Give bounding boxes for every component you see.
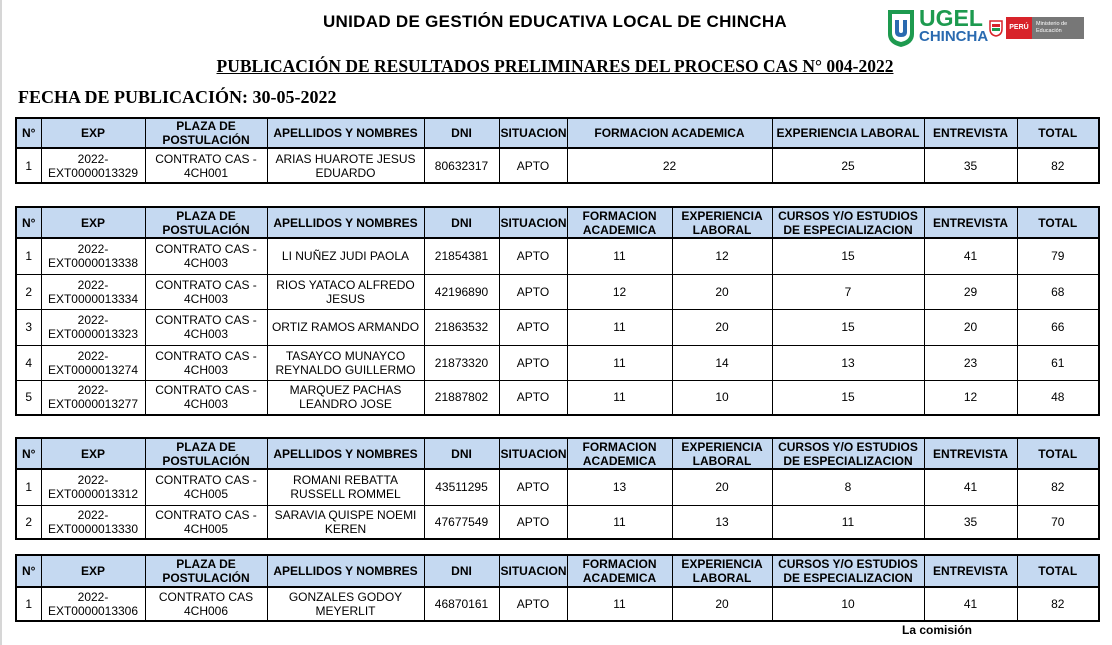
cell-plaza: CONTRATO CAS - 4CH003 xyxy=(145,345,267,380)
cell-entrevista: 20 xyxy=(924,309,1017,345)
cell-situacion: APTO xyxy=(499,380,567,415)
cell-cursos: 10 xyxy=(772,587,924,621)
col-dni: DNI xyxy=(424,118,499,148)
cell-dni: 21854381 xyxy=(424,238,499,274)
cell-situacion: APTO xyxy=(499,587,567,621)
cell-dni: 21863532 xyxy=(424,309,499,345)
col-n: N° xyxy=(16,118,41,148)
cell-total: 66 xyxy=(1017,309,1099,345)
col-plaza: PLAZA DE POSTULACIÓN xyxy=(145,555,267,587)
table-row xyxy=(16,587,1099,621)
results-table-4ch005 xyxy=(15,437,1100,540)
cell-total: 68 xyxy=(1017,274,1099,309)
col-cursos: CURSOS Y/O ESTUDIOS DE ESPECIALIZACION xyxy=(772,555,924,587)
cell-n: 3 xyxy=(16,309,41,345)
results-table-4ch001 xyxy=(15,117,1100,184)
publication-date: FECHA DE PUBLICACIÓN: 30-05-2022 xyxy=(18,87,337,107)
cell-plaza: CONTRATO CAS - 4CH003 xyxy=(145,238,267,274)
col-nombres: APELLIDOS Y NOMBRES xyxy=(267,207,424,238)
cell-dni: 43511295 xyxy=(424,469,499,505)
cell-formacion: 13 xyxy=(567,469,672,505)
cell-cursos: 11 xyxy=(772,505,924,539)
table-header-row xyxy=(16,118,1099,148)
cell-experiencia: 20 xyxy=(672,274,772,309)
table-row xyxy=(16,309,1099,345)
cell-total: 79 xyxy=(1017,238,1099,274)
cell-nombres: GONZALES GODOY MEYERLIT xyxy=(267,587,424,621)
cell-n: 1 xyxy=(16,587,41,621)
col-situacion: SITUACION xyxy=(499,438,567,469)
table-row xyxy=(16,345,1099,380)
cell-nombres: MARQUEZ PACHAS LEANDRO JOSE xyxy=(267,380,424,415)
cell-cursos: 13 xyxy=(772,345,924,380)
cell-nombres: SARAVIA QUISPE NOEMI KEREN xyxy=(267,505,424,539)
col-total: TOTAL xyxy=(1017,207,1099,238)
table-row xyxy=(16,238,1099,274)
cell-plaza: CONTRATO CAS - 4CH005 xyxy=(145,505,267,539)
cell-formacion: 11 xyxy=(567,345,672,380)
cell-dni: 42196890 xyxy=(424,274,499,309)
cell-situacion: APTO xyxy=(499,469,567,505)
col-situacion: SITUACION xyxy=(499,207,567,238)
page-subtitle xyxy=(200,56,910,77)
table-row xyxy=(16,380,1099,415)
cell-nombres: ROMANI REBATTA RUSSELL ROMMEL xyxy=(267,469,424,505)
table-header-row xyxy=(16,438,1099,469)
cell-situacion: APTO xyxy=(499,345,567,380)
cell-experiencia: 20 xyxy=(672,587,772,621)
cell-entrevista: 41 xyxy=(924,469,1017,505)
cell-plaza: CONTRATO CAS - 4CH005 xyxy=(145,469,267,505)
cell-total: 82 xyxy=(1017,587,1099,621)
cell-n: 2 xyxy=(16,274,41,309)
col-nombres: APELLIDOS Y NOMBRES xyxy=(267,555,424,587)
cell-dni: 21887802 xyxy=(424,380,499,415)
cell-exp: 2022-EXT0000013338 xyxy=(41,238,145,274)
ugel-logo xyxy=(886,5,989,50)
cell-total: 48 xyxy=(1017,380,1099,415)
cell-experiencia: 14 xyxy=(672,345,772,380)
col-plaza: PLAZA DE POSTULACIÓN xyxy=(145,118,267,148)
cell-formacion: 11 xyxy=(567,309,672,345)
cell-dni: 46870161 xyxy=(424,587,499,621)
cell-n: 1 xyxy=(16,238,41,274)
cell-exp: 2022-EXT0000013274 xyxy=(41,345,145,380)
cell-exp: 2022-EXT0000013306 xyxy=(41,587,145,621)
cell-formacion: 11 xyxy=(567,238,672,274)
cell-entrevista: 23 xyxy=(924,345,1017,380)
col-experiencia: EXPERIENCIA LABORAL xyxy=(672,555,772,587)
cell-exp: 2022-EXT0000013277 xyxy=(41,380,145,415)
table-row xyxy=(16,505,1099,539)
col-dni: DNI xyxy=(424,207,499,238)
cell-experiencia: 20 xyxy=(672,309,772,345)
cell-n: 4 xyxy=(16,345,41,380)
cell-experiencia: 20 xyxy=(672,469,772,505)
cell-exp: 2022-EXT0000013330 xyxy=(41,505,145,539)
comision-signature: La comisión xyxy=(902,623,973,637)
cell-dni: 21873320 xyxy=(424,345,499,380)
ministry-label: Ministerio de Educación xyxy=(1032,17,1084,39)
cell-situacion: APTO xyxy=(499,309,567,345)
cell-plaza: CONTRATO CAS 4CH006 xyxy=(145,587,267,621)
col-cursos: CURSOS Y/O ESTUDIOS DE ESPECIALIZACION xyxy=(772,207,924,238)
col-total: TOTAL xyxy=(1017,438,1099,469)
cell-experiencia: 10 xyxy=(672,380,772,415)
cell-n: 2 xyxy=(16,505,41,539)
cell-exp: 2022-EXT0000013329 xyxy=(41,148,145,183)
subtitle-text: PUBLICACIÓN DE RESULTADOS PRELIMINARES DEL PROCESO CAS N° 004-2022 xyxy=(216,56,894,76)
ugel-name: UGEL xyxy=(919,5,983,31)
col-dni: DNI xyxy=(424,438,499,469)
col-entrevista: ENTREVISTA xyxy=(924,438,1017,469)
cell-cursos: 7 xyxy=(772,274,924,309)
table-row xyxy=(16,274,1099,309)
col-exp: EXP xyxy=(41,118,145,148)
cell-nombres: RIOS YATACO ALFREDO JESUS xyxy=(267,274,424,309)
col-experiencia: EXPERIENCIA LABORAL xyxy=(672,438,772,469)
cell-plaza: CONTRATO CAS - 4CH003 xyxy=(145,309,267,345)
col-formacion: FORMACION ACADEMICA xyxy=(567,555,672,587)
cell-situacion: APTO xyxy=(499,238,567,274)
cell-exp: 2022-EXT0000013323 xyxy=(41,309,145,345)
col-exp: EXP xyxy=(41,555,145,587)
cell-formacion: 11 xyxy=(567,380,672,415)
cell-situacion: APTO xyxy=(499,148,567,183)
cell-nombres: TASAYCO MUNAYCO REYNALDO GUILLERMO xyxy=(267,345,424,380)
col-total: TOTAL xyxy=(1017,555,1099,587)
results-table-4ch006 xyxy=(15,554,1100,622)
cell-formacion: 11 xyxy=(567,587,672,621)
cell-entrevista: 29 xyxy=(924,274,1017,309)
cell-experiencia: 13 xyxy=(672,505,772,539)
page-title: UNIDAD DE GESTIÓN EDUCATIVA LOCAL DE CHINCHA xyxy=(322,12,788,31)
col-exp: EXP xyxy=(41,438,145,469)
cell-cursos: 15 xyxy=(772,309,924,345)
cell-formacion: 22 xyxy=(567,148,772,183)
results-table-4ch003 xyxy=(15,206,1100,416)
col-formacion: FORMACION ACADEMICA xyxy=(567,438,672,469)
cell-plaza: CONTRATO CAS - 4CH003 xyxy=(145,380,267,415)
page-edge xyxy=(0,0,2,645)
cell-entrevista: 41 xyxy=(924,587,1017,621)
cell-n: 1 xyxy=(16,148,41,183)
col-entrevista: ENTREVISTA xyxy=(924,555,1017,587)
minedu-logo xyxy=(988,17,1084,39)
col-situacion: SITUACION xyxy=(499,555,567,587)
cell-exp: 2022-EXT0000013334 xyxy=(41,274,145,309)
cell-nombres: ORTIZ RAMOS ARMANDO xyxy=(267,309,424,345)
cell-dni: 47677549 xyxy=(424,505,499,539)
cell-nombres: LI NUÑEZ JUDI PAOLA xyxy=(267,238,424,274)
col-nombres: APELLIDOS Y NOMBRES xyxy=(267,118,424,148)
col-formacion: FORMACION ACADEMICA xyxy=(567,118,772,148)
col-experiencia: EXPERIENCIA LABORAL xyxy=(672,207,772,238)
cell-exp: 2022-EXT0000013312 xyxy=(41,469,145,505)
cell-experiencia: 25 xyxy=(772,148,924,183)
col-plaza: PLAZA DE POSTULACIÓN xyxy=(145,207,267,238)
cell-experiencia: 12 xyxy=(672,238,772,274)
table-row xyxy=(16,469,1099,505)
peru-label: PERÚ xyxy=(1006,17,1032,39)
col-nombres: APELLIDOS Y NOMBRES xyxy=(267,438,424,469)
col-total: TOTAL xyxy=(1017,118,1099,148)
cell-total: 82 xyxy=(1017,469,1099,505)
col-cursos: CURSOS Y/O ESTUDIOS DE ESPECIALIZACION xyxy=(772,438,924,469)
cell-cursos: 15 xyxy=(772,238,924,274)
table-header-row xyxy=(16,555,1099,587)
col-n: N° xyxy=(16,438,41,469)
cell-total: 82 xyxy=(1017,148,1099,183)
table-header-row xyxy=(16,207,1099,238)
cell-entrevista: 35 xyxy=(924,148,1017,183)
cell-nombres: ARIAS HUAROTE JESUS EDUARDO xyxy=(267,148,424,183)
cell-cursos: 15 xyxy=(772,380,924,415)
cell-entrevista: 35 xyxy=(924,505,1017,539)
ugel-shield-icon xyxy=(886,8,916,48)
cell-total: 70 xyxy=(1017,505,1099,539)
col-experiencia: EXPERIENCIA LABORAL xyxy=(772,118,924,148)
col-n: N° xyxy=(16,207,41,238)
col-exp: EXP xyxy=(41,207,145,238)
col-dni: DNI xyxy=(424,555,499,587)
cell-plaza: CONTRATO CAS - 4CH001 xyxy=(145,148,267,183)
col-formacion: FORMACION ACADEMICA xyxy=(567,207,672,238)
col-entrevista: ENTREVISTA xyxy=(924,118,1017,148)
col-situacion: SITUACION xyxy=(499,118,567,148)
cell-total: 61 xyxy=(1017,345,1099,380)
table-row xyxy=(16,148,1099,183)
col-plaza: PLAZA DE POSTULACIÓN xyxy=(145,438,267,469)
ugel-place: CHINCHA xyxy=(919,28,989,45)
cell-formacion: 11 xyxy=(567,505,672,539)
cell-n: 1 xyxy=(16,469,41,505)
cell-situacion: APTO xyxy=(499,274,567,309)
cell-entrevista: 12 xyxy=(924,380,1017,415)
col-n: N° xyxy=(16,555,41,587)
peru-seal-icon xyxy=(988,19,1004,37)
cell-formacion: 12 xyxy=(567,274,672,309)
cell-plaza: CONTRATO CAS - 4CH003 xyxy=(145,274,267,309)
cell-cursos: 8 xyxy=(772,469,924,505)
cell-entrevista: 41 xyxy=(924,238,1017,274)
col-entrevista: ENTREVISTA xyxy=(924,207,1017,238)
cell-dni: 80632317 xyxy=(424,148,499,183)
cell-situacion: APTO xyxy=(499,505,567,539)
cell-n: 5 xyxy=(16,380,41,415)
